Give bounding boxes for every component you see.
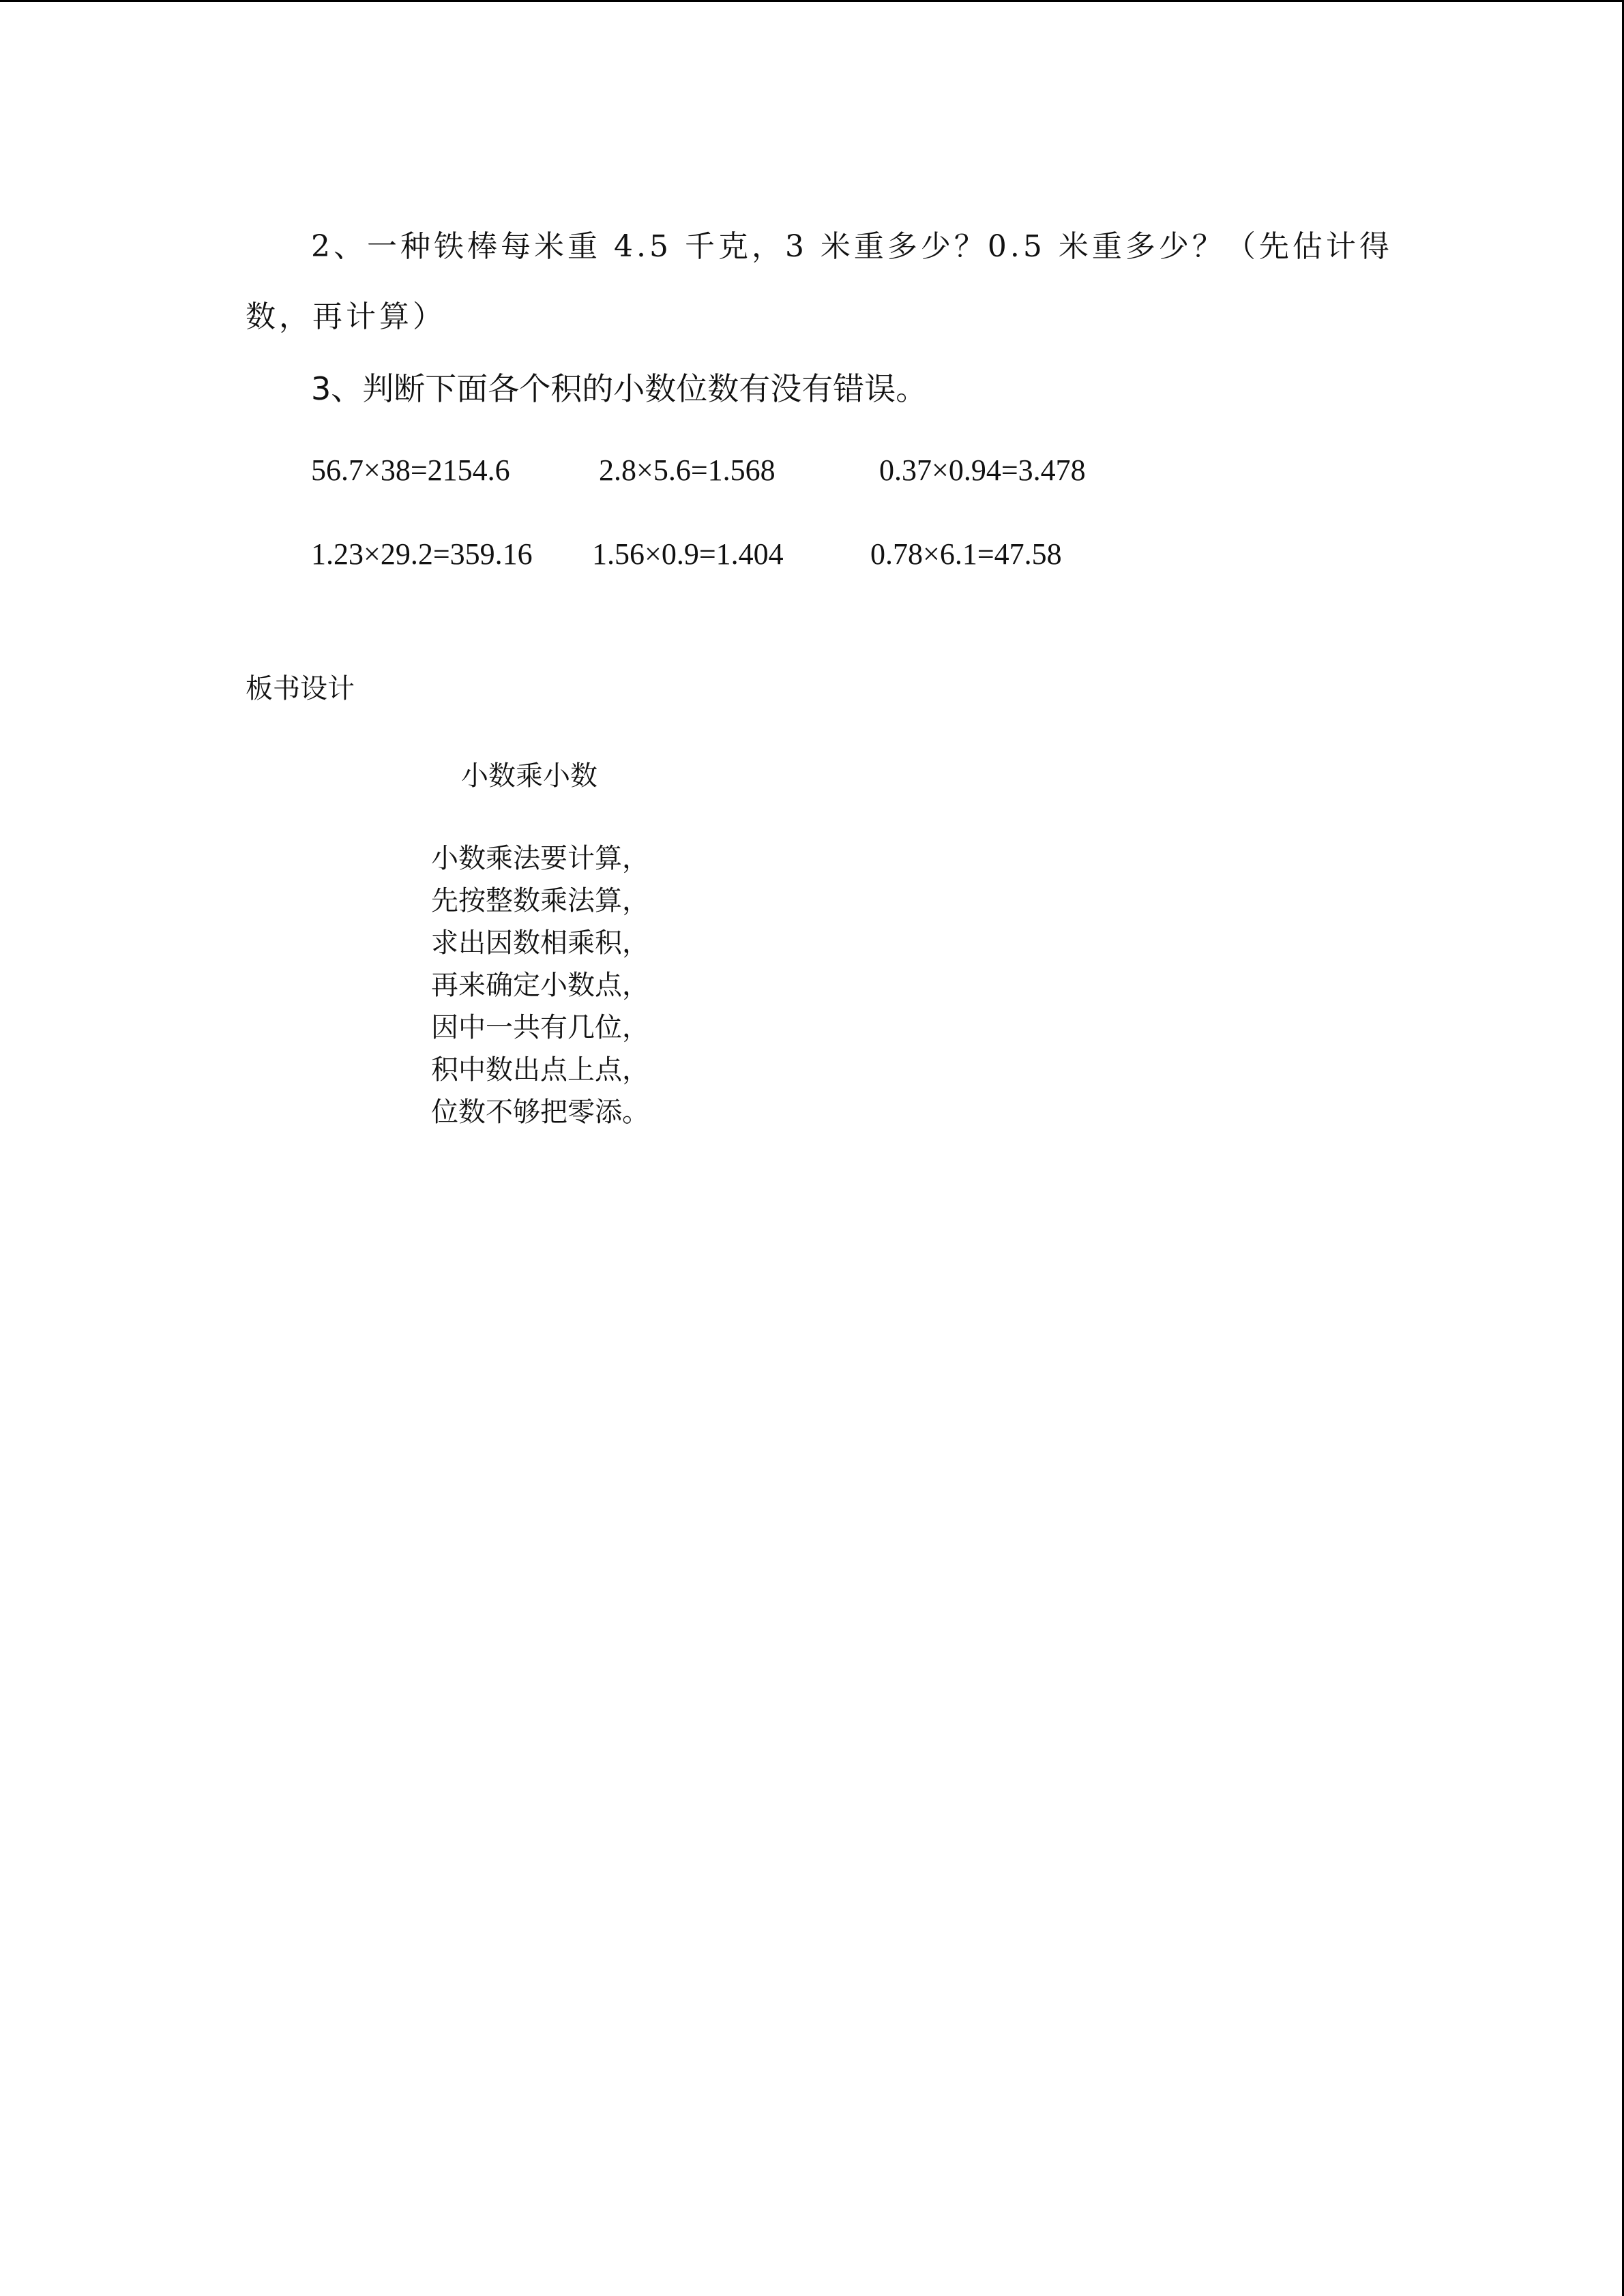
poem-line: 积中数出点上点， bbox=[431, 1054, 649, 1086]
question-2-line-1: 2、一种铁棒每米重 4.5 千克，3 米重多少？0.5 米重多少？（先估计得 bbox=[311, 229, 1393, 264]
poem-line: 因中一共有几位， bbox=[431, 1012, 649, 1043]
page-top-border bbox=[0, 0, 1624, 2]
equation-6: 0.78×6.1=47.58 bbox=[870, 537, 1062, 571]
equation-5: 1.56×0.9=1.404 bbox=[592, 537, 784, 571]
board-design-poem bbox=[431, 837, 649, 1133]
board-design-label: 板书设计 bbox=[246, 673, 355, 704]
poem-line: 求出因数相乘积， bbox=[431, 927, 649, 959]
board-design-title: 小数乘小数 bbox=[461, 760, 597, 792]
poem-line: 再来确定小数点， bbox=[431, 970, 649, 1001]
poem-line: 位数不够把零添。 bbox=[431, 1097, 649, 1128]
equation-4: 1.23×29.2=359.16 bbox=[311, 537, 533, 571]
poem-line: 先按整数乘法算， bbox=[431, 885, 649, 916]
equation-2: 2.8×5.6=1.568 bbox=[599, 453, 776, 487]
question-2-line-2: 数，再计算） bbox=[246, 299, 446, 334]
poem-line: 小数乘法要计算， bbox=[431, 843, 649, 874]
equation-3: 0.37×0.94=3.478 bbox=[879, 453, 1086, 487]
equation-1: 56.7×38=2154.6 bbox=[311, 453, 510, 487]
question-3-title: 3、判断下面各个积的小数位数有没有错误。 bbox=[311, 370, 928, 407]
